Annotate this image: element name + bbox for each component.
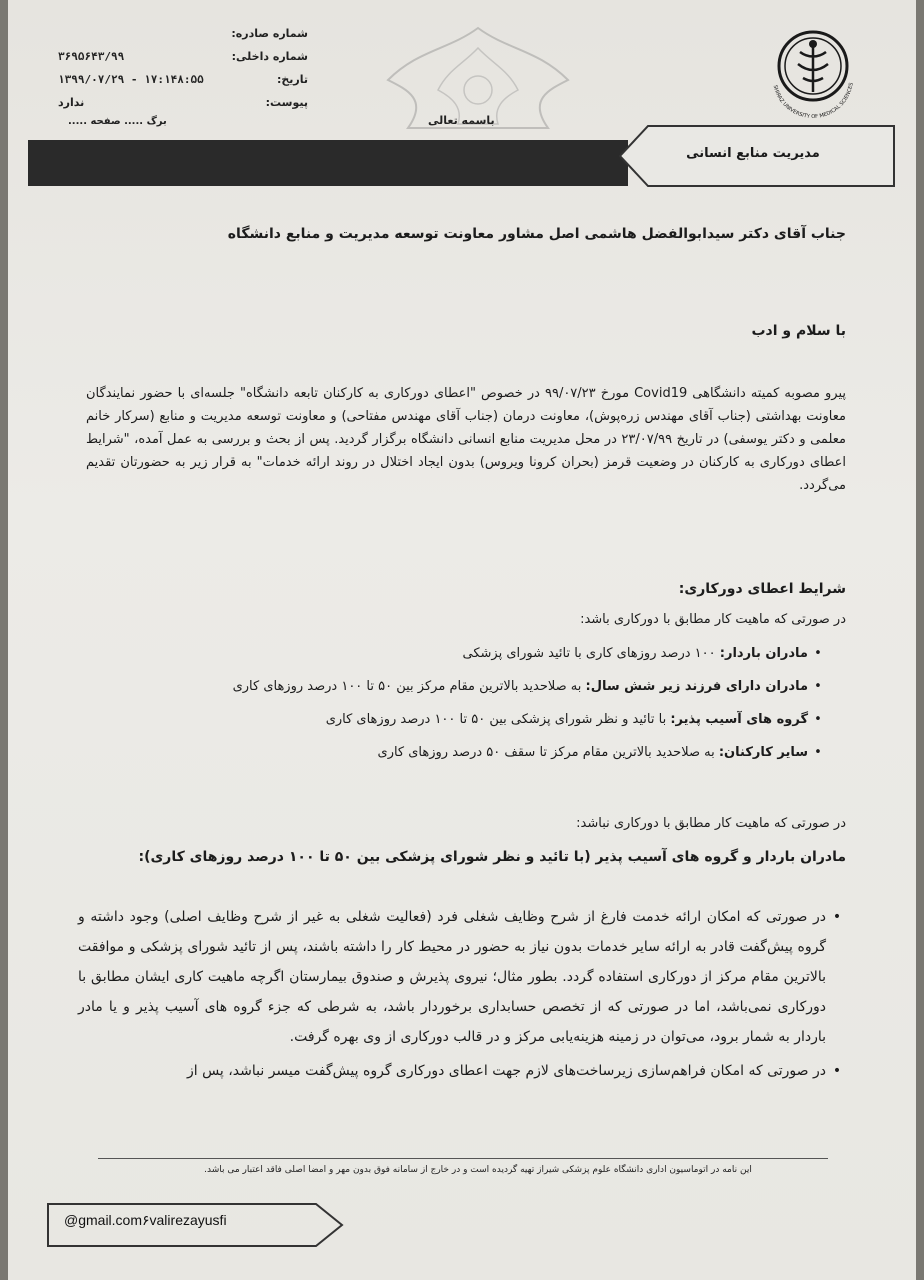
basmala: باسمه تعالی (428, 114, 495, 127)
conditions-title: شرایط اعطای دورکاری: (678, 581, 846, 597)
letter-meta (58, 22, 308, 114)
item-bold: مادران دارای فرزند زیر شش سال: (585, 679, 808, 694)
item-text: به صلاحدید بالاترین مقام مرکز بین ۵۰ تا ۱۰۰ درصد روزهای کاری (232, 679, 586, 694)
list-item: • مادران باردار: ۱۰۰ درصد روزهای کاری با تائید شورای پزشکی (462, 646, 822, 661)
item-text: در صورتی که امکان ارائه خدمت فارغ از شرح وظایف شغلی فرد (فعالیت شغلی به غیر از شرح وظایف اصلی) وجود داشته و گروه پیش‌گفت قادر به ارائه سایر خدمات بدون نیاز به حضور در محیط کار را داشته باشند، پس از تائید شورای پزشکی و موافقت بالاترین مقام مرکز از دورکاری استفاده گردد. بطور مثال؛ نیروی پذیرش و صندوق بیمارستان اگرچه ماهیت کاری ایشان مطابق با دورکاری نمی‌باشد، اما در صورتی که از تخصص حسابداری برخوردار باشد، به شرطی که جزء گروه های آسیب پذیر و یا مادر باردار به شمار برود، می‌توان در زمینه هزینه‌یابی مرکز و در قالب دورکاری از وی بهره گرفت. (78, 909, 826, 1045)
list-item: • گروه های آسیب پذیر: با تائید و نظر شورای پزشکی بین ۵۰ تا ۱۰۰ درصد روزهای کاری (325, 712, 822, 727)
date-label: تاریخ: (276, 73, 308, 86)
greeting: با سلام و ادب (751, 323, 846, 339)
addressee: جناب آقای دکتر سیدابوالفضل هاشمی اصل مشاور معاونت توسعه مدیریت و منابع دانشگاه (227, 226, 846, 242)
list-item: • مادران دارای فرزند زیر شش سال: به صلاحدید بالاترین مقام مرکز بین ۵۰ تا ۱۰۰ درصد روزهای کاری (232, 679, 822, 694)
item-bold: مادران باردار: (719, 646, 808, 661)
incompatible-list (78, 902, 848, 1090)
email-text: @gmail.com۶valirezayusfi (64, 1212, 227, 1228)
item-text: در صورتی که امکان فراهم‌سازی زیرساخت‌های لازم جهت اعطای دورکاری گروه پیش‌گفت میسر نباشد، پس از (186, 1063, 826, 1079)
compatible-list (68, 642, 828, 774)
internal-no-value: ۳۶۹۵۶۴۳/۹۹ (58, 50, 125, 63)
footer-divider (98, 1158, 828, 1159)
attachment-value: ندارد (58, 96, 85, 109)
list-item: • در صورتی که امکان فراهم‌سازی زیرساخت‌های لازم جهت اعطای دورکاری گروه پیش‌گفت میسر نباشد، پس از (78, 1056, 848, 1086)
list-item: • سایر کارکنان: به صلاحدید بالاترین مقام مرکز تا سقف ۵۰ درصد روزهای کاری (377, 745, 822, 760)
incompatible-subtitle: مادران باردار و گروه های آسیب پذیر (با تائید و نظر شورای پزشکی بین ۵۰ تا ۱۰۰ درصد روزهای کاری): (138, 849, 846, 865)
item-text: با تائید و نظر شورای پزشکی بین ۵۰ تا ۱۰۰ درصد روزهای کاری (325, 712, 671, 727)
attachment-label: پیوست: (265, 96, 308, 109)
list-item: • در صورتی که امکان ارائه خدمت فارغ از شرح وظایف شغلی فرد (فعالیت شغلی به غیر از شرح وظایف اصلی) وجود داشته و گروه پیش‌گفت قادر به ارائه سایر خدمات بدون نیاز به حضور در محیط کار را داشته باشند، پس از تائید شورای پزشکی و موافقت بالاترین مقام مرکز از دورکاری استفاده گردد. بطور مثال؛ نیروی پذیرش و صندوق بیمارستان اگرچه ماهیت کاری ایشان مطابق با دورکاری نمی‌باشد، اما در صورتی که از تخصص حسابداری برخوردار باشد، به شرطی که جزء گروه های آسیب پذیر و یا مادر باردار به شمار برود، می‌توان در زمینه هزینه‌یابی مرکز و در قالب دورکاری از وی بهره گرفت. (78, 902, 848, 1052)
incompatible-intro: در صورتی که ماهیت کار مطابق با دورکاری نباشد: (576, 816, 846, 831)
issue-no-label: شماره صادره: (231, 27, 308, 40)
internal-no-label: شماره داخلی: (231, 50, 308, 63)
intro-paragraph: پیرو مصوبه کمیته دانشگاهی Covid19 مورخ ۹۹/۰۷/۲۳ در خصوص "اعطای دورکاری به کارکنان تابعه دانشگاه" جلسه‌ای با حضور نمایندگان معاونت بهداشتی (جناب آقای مهندس زره‌پوش)، معاونت درمان (جناب آقای مهندس مفتاحی) و معاونت توسعه مدیریت و منابع (سرکار خانم معلمی و دکتر یوسفی) در تاریخ ۲۳/۰۷/۹۹ در محل مدیریت منابع انسانی دانشگاه برگزار گردید. پس از بحث و بررسی به عمل آمده، "شرایط اعطای دورکاری به کارکنان در وضعیت قرمز (بحران کرونا ویروس) بدون ایجاد اختلال در روند ارائه خدمات" به قرار زیر به حضورتان تقدیم می‌گردد. (86, 386, 846, 493)
item-bold: سایر کارکنان: (718, 745, 808, 760)
logo-text: SHIRAZ UNIVERSITY OF MEDICAL SCIENCES (771, 82, 855, 120)
item-text: ۱۰۰ درصد روزهای کاری با تائید شورای پزشکی (462, 646, 720, 661)
footer-note: این نامه در اتوماسیون اداری دانشگاه علوم پزشکی شیراز تهیه گردیده است و در خارج از سامانه فوق بدون مهر و امضا اصلی فاقد اعتبار می باشد. (204, 1165, 752, 1175)
department-title: مدیریت منابع انسانی (686, 146, 820, 161)
university-logo (748, 8, 878, 120)
item-bold: گروه های آسیب پذیر: (670, 712, 808, 727)
date-value: ۱۳۹۹/۰۷/۲۹ - ۱۷:۱۴۸:۵۵ (58, 73, 204, 86)
item-text: به صلاحدید بالاترین مقام مرکز تا سقف ۵۰ درصد روزهای کاری (377, 745, 719, 760)
letter-page (8, 0, 916, 1280)
compatible-intro: در صورتی که ماهیت کار مطابق با دورکاری باشد: (580, 612, 846, 627)
page-count: برگ ..... صفحه ..... (68, 116, 167, 127)
